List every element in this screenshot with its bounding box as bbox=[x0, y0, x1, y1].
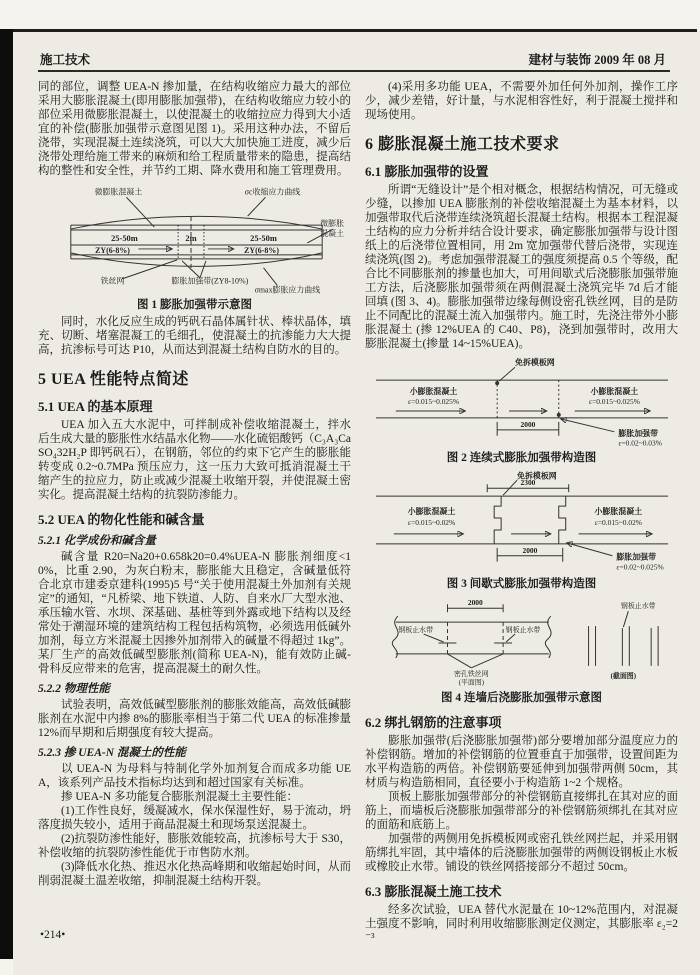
fig3-formwork-label: 免拆模板网 bbox=[516, 471, 557, 481]
fig4-waterstop-right-label: 钢板止水带 bbox=[620, 602, 656, 611]
figure-3-caption: 图 3 间歇式膨胀加强带构造图 bbox=[446, 578, 597, 590]
section-5-2-1-title: 5.2.1 化学成份和碱含量 bbox=[38, 535, 156, 547]
fig2-right-concrete-label: 小膨胀混凝土 bbox=[590, 387, 638, 397]
right-column bbox=[365, 80, 678, 944]
section-5-2-1-body: 碱含量 R20=Na20+0.658k20=0.4%UEA-N 膨胀剂细度<10%，比重 2.90，为灰白粉末，膨胀能大且稳定，含碱量低符合北京市建委京建科(1995)5 号“关于使用混凝土外加剂有关规定”的通知，“凡桥梁、地下铁道、人防、自来水厂大型水池、承压输水管、水坝、深基础、基桩等到外露或地下结构以及经常处于潮湿环境的建筑结构工程包括构筑物，必须选用低碱外加剂，每立方米混凝土因掺外加剂带入的碱量不得超过 1kg”。某厂生产的高效低碱型膨胀剂(简称 UEA-N)，能有效防止碱-骨科反应带来的危害，提高混凝土的耐久性。 bbox=[38, 551, 351, 675]
section-5-2-3-body2: 掺 UEA-N 多功能复合膨胀剂混凝土主要性能： bbox=[61, 791, 299, 803]
section-5-2-3-body1: 以 UEA-N 为母料与特制化学外加剂复合而成多功能 UEA，该系列产品技术指标均达到和超过国家有关标准。 bbox=[38, 763, 351, 789]
section-6-2-para1: 膨胀加强带(后浇膨胀加强带)部分要增加部分温度应力的补偿钢筋。增加的补偿钢筋的位置垂直于加强带，设置间距为水平构造筋的两倍。补偿钢筋要延伸到加强带两侧 50cm，其材质与构造筋相同，直径要小于构造筋 1~2 个规格。 bbox=[365, 735, 678, 789]
section-6-2-para3: 加强带的两侧用免拆模板网或密孔铁丝网拦起，并采用钢筋绑扎牢固，其中墙体的后浇膨胀加强带的两侧设钢板止水板或橡胶止水带。铺设的铁丝网搭接部分不超过 50cm。 bbox=[365, 833, 678, 873]
fig2-left-eps-label: ε=0.015~0.025% bbox=[407, 396, 459, 406]
section-6-3-body: 经多次试验，UEA 替代水泥量在 10~12%范围内，对混凝土强度不影响，同时利用收缩膨胀测定仪测定，其膨胀率 ε₂=2⁻³ bbox=[365, 904, 678, 944]
performance-item-3: (3)降低水化热、推迟水化热高峰期和收缩起始时间，从而削弱混凝土温差收缩，抑制混凝土结构开裂。 bbox=[38, 861, 351, 887]
section-5-1-title: 5.1 UEA 的基本原理 bbox=[38, 399, 153, 414]
fig1-span-mid-label: 2m bbox=[184, 232, 197, 243]
fig3-right-eps-label: ε=0.015~0.02% bbox=[594, 517, 642, 527]
fig3-band-label: 膨胀加强带 bbox=[615, 552, 656, 562]
performance-item-1: (1)工作性良好，缓凝减水，保水保湿性好，易于流动，坍落度损失较小，适用于商品混凝土和现场泵送混凝土。 bbox=[38, 805, 351, 831]
fig1-zy-left-label: ZY(6-8%) bbox=[94, 245, 130, 255]
fig1-sigma-max-label: σmax膨胀应力曲线 bbox=[254, 285, 320, 295]
figure-3-diagram bbox=[368, 470, 676, 574]
journal-issue-info: 建材与装饰 2009 年 08 月 bbox=[528, 53, 666, 67]
fig1-right-label-line2: 混凝土 bbox=[319, 229, 344, 239]
fig1-zy-right-label: ZY(6-8%) bbox=[243, 245, 279, 255]
paragraph-hydration: 同时，水化反应生成的钙矾石晶体属针状、棒状晶体，填充、切断、堵塞混凝工的毛细孔，使混凝土的抗渗能力大大提高，抗渗标号可达 P10，从而达到混凝土结构自防水的目的。 bbox=[38, 316, 351, 356]
fig1-top-left-label: 微膨胀混凝土 bbox=[94, 187, 142, 197]
section-5-1-body: UEA 加入五大水泥中，可拌制成补偿收缩混凝土，拌水后生成大量的膨胀性水结晶水化物——水化硫铝酸钙（C₃A₃CaSO₄32H₂P 即钙矾石），在钢筋，邻位的约束下它产生的膨胀能转变成 0.2~0.7MPa 预压应力，这一压力大致可抵消混凝土干缩产生的拉应力，防止或减少混凝土收缩开裂，并使混凝土密实化。提高混凝土结构的抗裂防渗能力。 bbox=[38, 419, 351, 501]
section-6-1-body: 所谓“无缝设计”是个相对概念，根据结构情况，可无缝或少缝，以掺加 UEA 膨胀剂的补偿收缩混凝土为基本材料，以加强带取代后浇带连续浇筑超长混凝土结构。根据本工程混凝土结构的应力分析并结合设计要求，确定膨胀加强带与设计图纸上的后浇带位置相同，用 2m 宽加强带代替后浇带，实现连续浇筑(图 2)。考虑加强带混凝工的强度须提高 0.5 个等级，配合比不同膨胀剂的掺量也加大，可用间歇式后浇膨胀加强带施工方法，后浇膨胀加强带须在两侧混凝土浇筑完毕 7d 后才能回填 (图 3、4)。膨胀加强带边缘每侧设密孔铁丝网，目的是防止不同配比的混凝土流入加强带内。施工时，先浇注带外小膨胀混凝土 (掺 12%UEA 的 C40、P8)，浇到加强带时，改用大膨胀混凝土(掺量 14~15%UEA)。 bbox=[365, 184, 678, 350]
fig3-dim-bottom-label: 2000 bbox=[522, 545, 537, 555]
fig4-waterstop-mid-label: 钢板止水带 bbox=[505, 626, 540, 635]
scan-top-edge bbox=[13, 29, 697, 32]
fig4-section-label: (截面图) bbox=[610, 671, 636, 680]
fig2-band-label: 膨胀加强带 bbox=[617, 428, 658, 438]
section-6-1-title: 6.1 膨胀加强带的设置 bbox=[365, 164, 489, 179]
fig1-span-left-label: 25-50m bbox=[110, 232, 138, 243]
performance-item-2: (2)抗裂防渗性能好，膨胀效能较高，抗渗标号大于 S30，补偿收缩的抗裂防渗性能优于市售防水剂。 bbox=[38, 833, 351, 859]
section-5-2-title: 5.2 UEA 的物化性能和碱含量 bbox=[38, 512, 205, 527]
section-6-2-para2: 顶板上膨胀加强带部分的补偿钢筋直接绑扎在其对应的面筋上，而墙板后浇膨胀加强带部分的补偿钢筋须绑扎在其对应的面筋和底筋上。 bbox=[365, 791, 678, 831]
fig3-left-eps-label: ε=0.015~0.02% bbox=[407, 517, 455, 527]
section-5-2-2-body: 试验表明，高效低碱型膨胀剂的膨胀效能高，高效低碱膨胀剂在水泥中内掺 8%的膨胀率相当于第二代 UEA 的标准掺量 12%而早期和后期强度有较大提高。 bbox=[38, 699, 351, 739]
left-column bbox=[38, 80, 351, 929]
journal-section-title: 施工技术 bbox=[40, 53, 91, 67]
scan-spine-shadow bbox=[0, 29, 13, 959]
fig3-band-eps-label: ε=0.02~0.025% bbox=[615, 562, 664, 572]
fig2-dim-label: 2000 bbox=[520, 419, 535, 429]
fig4-mesh-label: 密孔铁丝网 bbox=[453, 669, 489, 678]
fig1-span-right-label: 25-50m bbox=[249, 232, 277, 243]
fig3-left-concrete-label: 小膨胀混凝土 bbox=[407, 507, 455, 517]
fig2-right-eps-label: ε=0.015~0.025% bbox=[588, 396, 640, 406]
section-5-2-2-title: 5.2.2 物理性能 bbox=[38, 683, 110, 695]
section-6-2-title: 6.2 绑扎钢筋的注意事项 bbox=[365, 715, 502, 730]
figure-4-caption: 图 4 连墙后浇膨胀加强带示意图 bbox=[441, 692, 602, 704]
section-6-title: 6 膨胀混凝土施工技术要求 bbox=[365, 136, 560, 153]
fig1-band-label: 膨胀加强带(ZY8-10%) bbox=[171, 276, 248, 286]
performance-item-4: (4)采用多功能 UEA，不需要外加任何外加剂，操作工序少，减少差错，好计量，与水泥相容性好，利于混凝土搅拌和现场使用。 bbox=[365, 81, 678, 121]
figure-1-caption: 图 1 膨胀加强带示意图 bbox=[137, 299, 252, 311]
figure-4-diagram bbox=[368, 596, 676, 688]
fig1-right-label-line1: 微膨胀 bbox=[319, 219, 344, 229]
figure-4 bbox=[365, 596, 678, 705]
figure-1 bbox=[38, 183, 351, 312]
figure-2-caption: 图 2 连续式膨胀加强带构造图 bbox=[446, 452, 597, 464]
fig3-right-concrete-label: 小膨胀混凝土 bbox=[594, 507, 642, 517]
section-6-3-title: 6.3 膨胀混凝土施工技术 bbox=[365, 884, 502, 899]
paragraph-intro-continued: 同的部位，调整 UEA-N 掺加量，在结构收缩应力最大的部位采用大膨胀混凝土(即用膨胀加强带)，在结构收缩应力较小的部位采用微膨胀混凝土，以使混凝土的收缩拉应力得到大小适宜的补偿(膨胀加强带示意图见图 1)。采用这种办法，不留后浇带，实现混凝土连续浇筑，可以大大加快施工进度，减少后浇带处理给施工带来的麻烦和给工程质量带来的隐患，提高结构的整性和安全性，并节约工期、降水费用和施工管理费用。 bbox=[38, 81, 351, 177]
fig4-waterstop-left-label: 钢板止水带 bbox=[397, 626, 433, 635]
fig2-band-eps-label: ε=0.02~0.03% bbox=[617, 438, 662, 448]
fig2-formwork-label: 免拆模板网 bbox=[514, 358, 555, 368]
fig3-dim-top-label: 2300 bbox=[520, 478, 535, 488]
fig1-wire-mesh-label: 铁丝网 bbox=[100, 276, 124, 286]
fig1-top-right-label: σc收缩应力曲线 bbox=[244, 187, 300, 197]
figure-3 bbox=[365, 470, 678, 591]
page-number: •214• bbox=[40, 929, 66, 941]
fig2-left-concrete-label: 小膨胀混凝土 bbox=[409, 387, 457, 397]
section-5-2-3-title: 5.2.3 掺 UEA-N 混凝土的性能 bbox=[38, 747, 186, 759]
section-5-title: 5 UEA 性能特点简述 bbox=[38, 371, 189, 388]
figure-2-diagram bbox=[368, 356, 676, 448]
figure-2 bbox=[365, 356, 678, 465]
figure-1-diagram bbox=[41, 183, 349, 295]
fig4-dim-label: 2000 bbox=[467, 598, 483, 608]
fig4-plan-label: (平面图) bbox=[458, 678, 484, 687]
header-rule bbox=[38, 70, 670, 72]
page-header bbox=[40, 50, 666, 68]
